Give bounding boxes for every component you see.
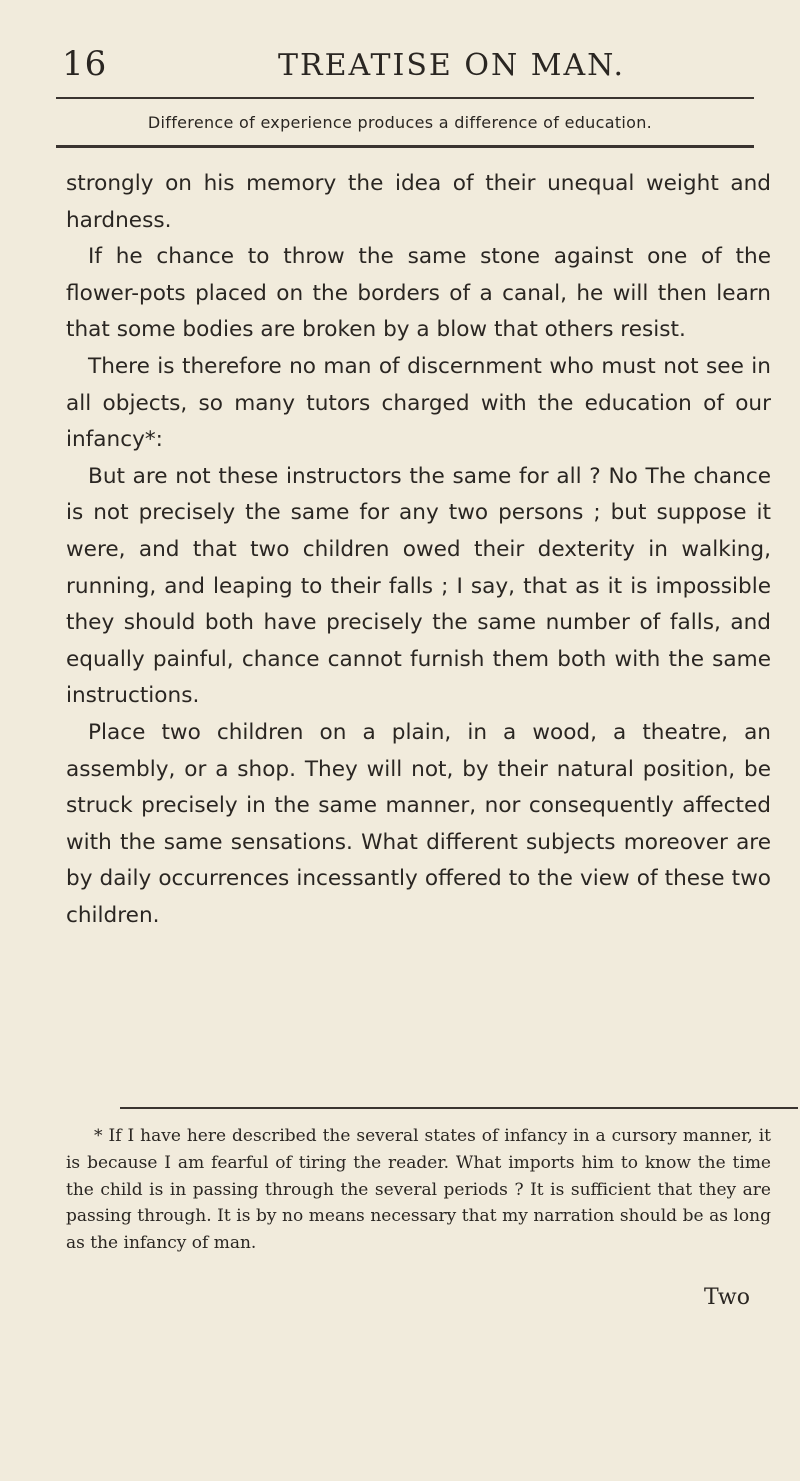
section-subtitle: Difference of experience produces a difference of education. <box>147 113 653 132</box>
subtitle-rule <box>56 145 754 148</box>
body-text <box>66 166 771 934</box>
running-head: TREATISE ON MAN. <box>278 48 625 83</box>
paragraph: There is therefore no man of discernment who must not see in all objects, so many tutors charged with the education of our infancy*: <box>66 353 771 453</box>
footnote <box>66 1123 771 1257</box>
paragraph: But are not these instructors the same for all ? No The chance is not precisely the same for any two persons ; but suppose it were, and that two children owed their dexterity in walking, running, and leaping to their falls ; I say, that as it is impossible they should both have precisely the same number of falls, and equally painful, chance cannot furnish them both with the same instructions. <box>66 463 771 709</box>
paragraph: If he chance to throw the same stone against one of the flower-pots placed on the borders of a canal, he will then learn that some bodies are broken by a blow that others resist. <box>66 244 771 343</box>
footnote-rule <box>120 1107 798 1109</box>
catchword: Two <box>704 1285 750 1310</box>
page-number: 16 <box>62 44 108 84</box>
paragraph: strongly on his memory the idea of their unequal weight and hardness. <box>66 171 771 233</box>
paragraph: Place two children on a plain, in a wood, a theatre, an assembly, or a shop. They will not, by their natural position, be struck precisely in the same manner, nor consequently affected with the same sensations. What different subjects moreover are by daily occurrences incessantly offered to the view of these two children. <box>66 719 771 928</box>
footnote-text: * If I have here described the several states of infancy in a cursory manner, it is because I am fearful of tiring the reader. What imports him to know the time the child is in passing through the several periods ? It is sufficient that they are passing through. It is by no means necessary that my narration should be as long as the infancy of man. <box>66 1126 771 1254</box>
page-header <box>62 44 748 96</box>
header-rule <box>56 97 754 99</box>
